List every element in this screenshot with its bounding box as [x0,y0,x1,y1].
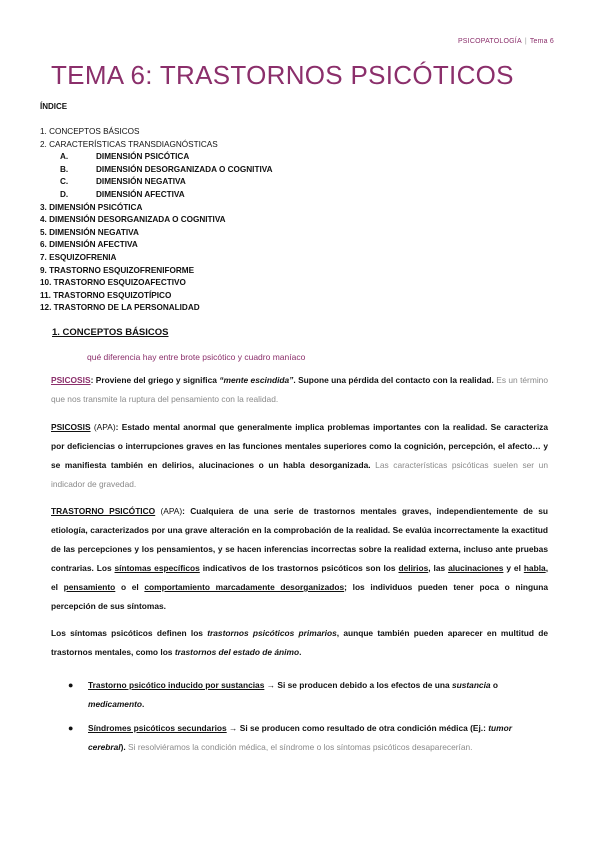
toc-item: 6. DIMENSIÓN AFECTIVA [40,240,138,250]
toc-item: 11. TRASTORNO ESQUIZOTÍPICO [40,290,172,300]
text: , el [51,563,549,592]
toc-subitem [40,151,540,164]
toc-item: 9. TRASTORNO ESQUIZOFRENIFORME [40,265,195,275]
bullet-icon: ● [68,680,74,690]
text: ; los individuos pueden tener poca o ninguna percepción de sus síntomas. [51,582,548,611]
paragraph-trastorno-psicotico [51,502,548,616]
text: Si se producen debido a los efectos de una [277,680,452,690]
keyword: delirios [398,563,429,573]
toc-item: 12. TRASTORNO DE LA PERSONALIDAD [40,303,200,313]
toc-subitem-letter: C. [60,177,69,187]
toc-subitem-letter: A. [60,152,69,162]
arrow: → [226,723,240,733]
source: (APA) [90,422,116,432]
toc-item: 1. CONCEPTOS BÁSICOS [40,127,140,136]
text: Los síntomas psicóticos definen los [51,628,208,638]
text: , las [428,563,449,573]
section-heading: 1. CONCEPTOS BÁSICOS [52,327,169,338]
table-of-contents [40,126,540,315]
toc-heading: ÍNDICE [40,102,68,111]
keyword: alucinaciones [448,563,504,573]
term-trastorno-psicotico: TRASTORNO PSICÓTICO [51,506,156,516]
text: : Cualquiera de una serie de trastornos mentales graves, independientemente de su etiología, caracterizados por una grave alteración en la comprobación de la realidad. Se evalúa incorrectamente la exactitud de las percepciones y los pensamientos, y se hacen inferencias incorrectas sobre la realidad externa, incluso ante pruebas contrarias. Los [51,506,548,573]
italic-term: tumor cerebral [88,723,512,752]
text: . Supone una pérdida del contacto con la realidad. [293,375,494,385]
quote: “mente escindida” [219,375,294,385]
text: : Estado mental anormal que generalmente implica problemas importantes con la realidad. Se caracteriza por deficiencias o interrupciones graves en las funciones mentales superiores como la cognición, percepción, el afecto… y se manifiesta también en delirios, alucinaciones o un habla desorganizada. [51,422,548,470]
text: o [490,680,499,690]
header-subject: PSICOPATOLOGÍA [457,38,522,45]
toc-item: 3. DIMENSIÓN PSICÓTICA [40,202,143,212]
note-gray: Si resolviéramos la condición médica, el síndrome o los síntomas psicóticos desaparecerían. [125,742,473,752]
italic-term: trastornos del estado de ánimo [174,647,300,657]
arrow: → [264,680,278,690]
bullet-item [68,676,538,714]
text: Si se producen como resultado de otra condición médica (Ej.: [239,723,489,733]
italic-term: trastornos psicóticos primarios [207,628,337,638]
toc-item: 2. CARACTERÍSTICAS TRANSDIAGNÓSTICAS [40,139,218,149]
text: y el [503,563,524,573]
header-separator: | [524,38,527,45]
toc-item: 5. DIMENSIÓN NEGATIVA [40,227,139,237]
header-topic: Tema 6 [529,38,554,45]
text: . [142,699,145,709]
keyword: habla [523,563,546,573]
bullet-term: Síndromes psicóticos secundarios [88,723,227,733]
toc-subitem [40,176,540,189]
paragraph-psicosis-apa [51,418,548,494]
bullet-term: Trastorno psicótico inducido por sustancias [88,680,265,690]
paragraph-psicosis [51,371,548,409]
bullet-item [68,719,538,757]
text: ). [120,742,126,752]
paragraph-sintomas [51,624,548,662]
study-question: qué diferencia hay entre brote psicótico y cuadro maníaco [87,352,306,362]
source: (APA) [155,506,183,516]
bullet-icon: ● [68,723,74,733]
document-title: TEMA 6: TRASTORNOS PSICÓTICOS [51,60,514,90]
bullet-content [88,676,538,714]
toc-subitem-label: DIMENSIÓN AFECTIVA [96,189,185,199]
text: . [299,647,302,657]
note-gray: Las características psicóticas suelen ser un indicador de gravedad. [51,460,548,489]
term-psicosis: PSICOSIS [51,375,91,385]
term-psicosis-apa: PSICOSIS [51,422,91,432]
toc-item: 10. TRASTORNO ESQUIZOAFECTIVO [40,278,186,288]
toc-subitem-letter: D. [60,189,69,199]
toc-item: 4. DIMENSIÓN DESORGANIZADA O COGNITIVA [40,215,226,225]
toc-subitem-label: DIMENSIÓN NEGATIVA [96,177,186,187]
text: indicativos de los trastornos psicóticos son los [199,563,399,573]
bullet-content [88,719,538,757]
keyword: síntomas específicos [114,563,200,573]
toc-item: 7. ESQUIZOFRENIA [40,252,117,262]
text: o el [115,582,145,592]
italic-term: sustancia [451,680,491,690]
note-gray: Es un término que nos transmite la ruptura del pensamiento con la realidad. [51,375,548,404]
text: : [90,375,96,385]
toc-subitem [40,164,540,177]
keyword: comportamiento marcadamente desorganizados [144,582,345,592]
toc-subitem-letter: B. [60,164,69,174]
toc-subitem-label: DIMENSIÓN DESORGANIZADA O COGNITIVA [96,164,273,174]
text: Proviene del griego y significa [95,375,220,385]
text: , aunque también pueden aparecer en multitud de trastornos mentales, como los [51,628,548,657]
running-header [458,38,554,45]
toc-subitem-label: DIMENSIÓN PSICÓTICA [96,152,190,162]
toc-subitem [40,189,540,202]
italic-term: medicamento [88,699,142,709]
keyword: pensamiento [63,582,116,592]
